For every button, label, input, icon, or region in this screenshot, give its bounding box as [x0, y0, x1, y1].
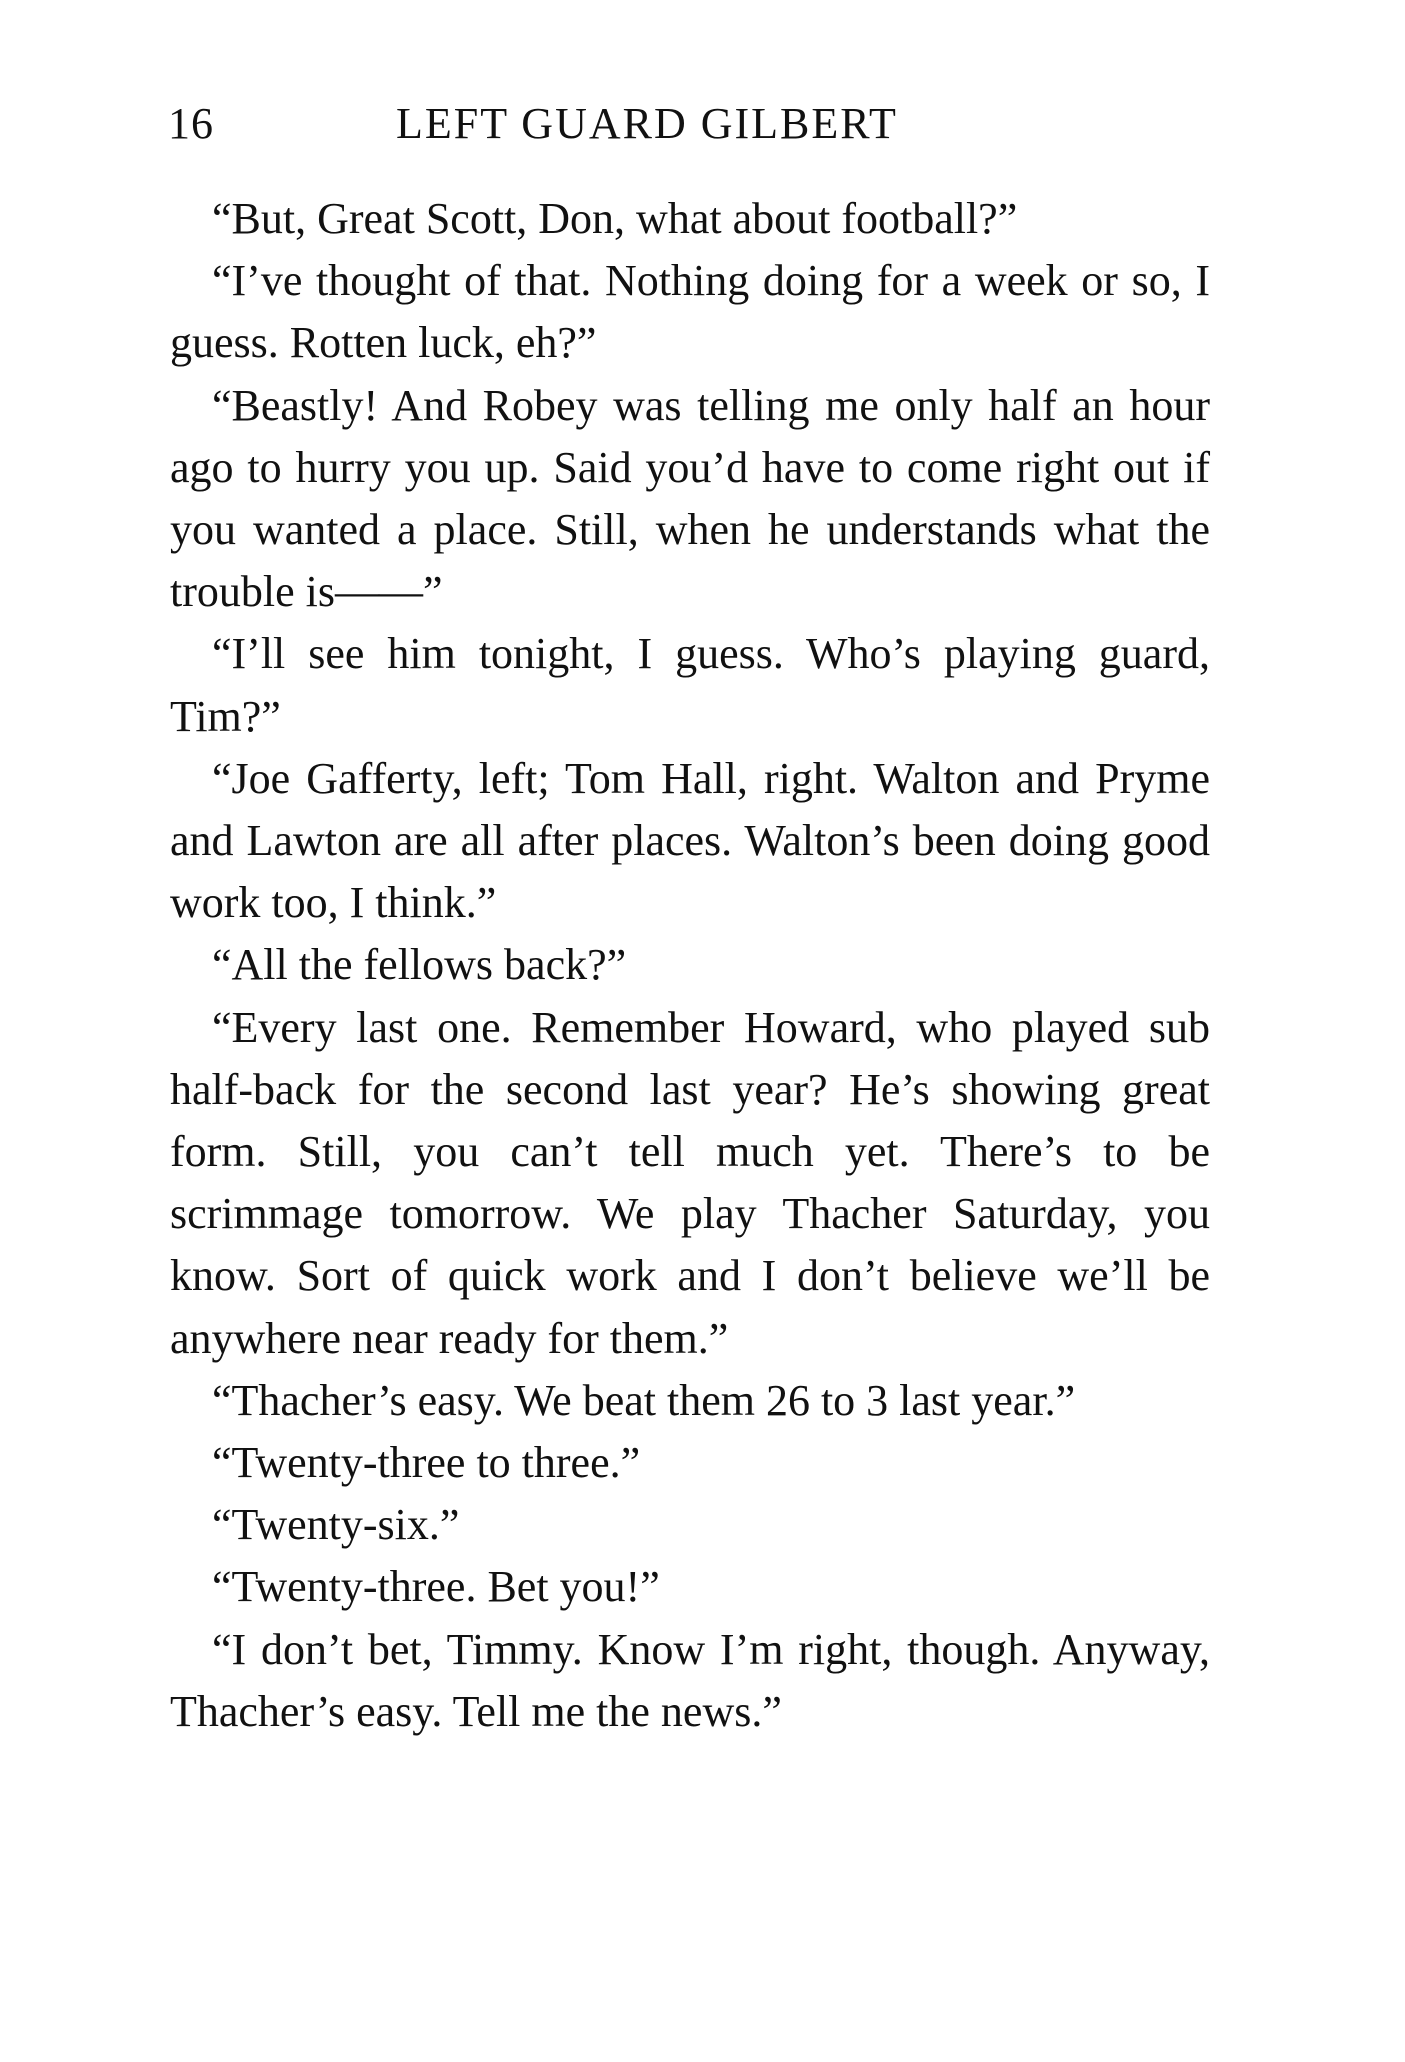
- paragraph: “Twenty-three. Bet you!”: [212, 1562, 660, 1612]
- paragraph: “Joe Gafferty, left; Tom Hall, right. Walton and Pryme and Lawton are all after places. Walton’s been doing good work too, I think.”: [170, 753, 1210, 928]
- paragraph: “But, Great Scott, Don, what about football?”: [212, 194, 1018, 243]
- paragraph: “Twenty-six.”: [212, 1500, 460, 1550]
- paragraph: “I don’t bet, Timmy. Know I’m right, though. Anyway, Thacher’s easy. Tell me the news.”: [170, 1624, 1210, 1736]
- paragraph: “Thacher’s easy. We beat them 26 to 3 last year.”: [212, 1375, 1076, 1425]
- running-title: LEFT GUARD GILBERT: [396, 99, 898, 148]
- paragraph: “Twenty-three to three.”: [212, 1438, 641, 1488]
- paragraph: “I’ll see him tonight, I guess. Who’s playing guard, Tim?”: [170, 629, 1210, 741]
- page-number: 16: [168, 99, 214, 148]
- paragraph: “Every last one. Remember Howard, who played sub half-back for the second last year? He’s showing great form. Still, you can’t tell much yet. There’s to be scrimmage tomorrow. We play Thacher Saturday, you know. Sort of quick work and I don’t believe we’ll be anywhere near ready for them.”: [170, 1002, 1210, 1363]
- text-body: [170, 188, 1210, 1743]
- paragraph: “Beastly! And Robey was telling me only half an hour ago to hurry you up. Said you’d have to come right out if you wanted a place. Still, when he understands what the trouble is——”: [170, 380, 1210, 617]
- running-head: [168, 98, 1208, 158]
- paragraph: “All the fellows back?”: [212, 940, 627, 990]
- paragraph: “I’ve thought of that. Nothing doing for a week or so, I guess. Rotten luck, eh?”: [170, 256, 1210, 368]
